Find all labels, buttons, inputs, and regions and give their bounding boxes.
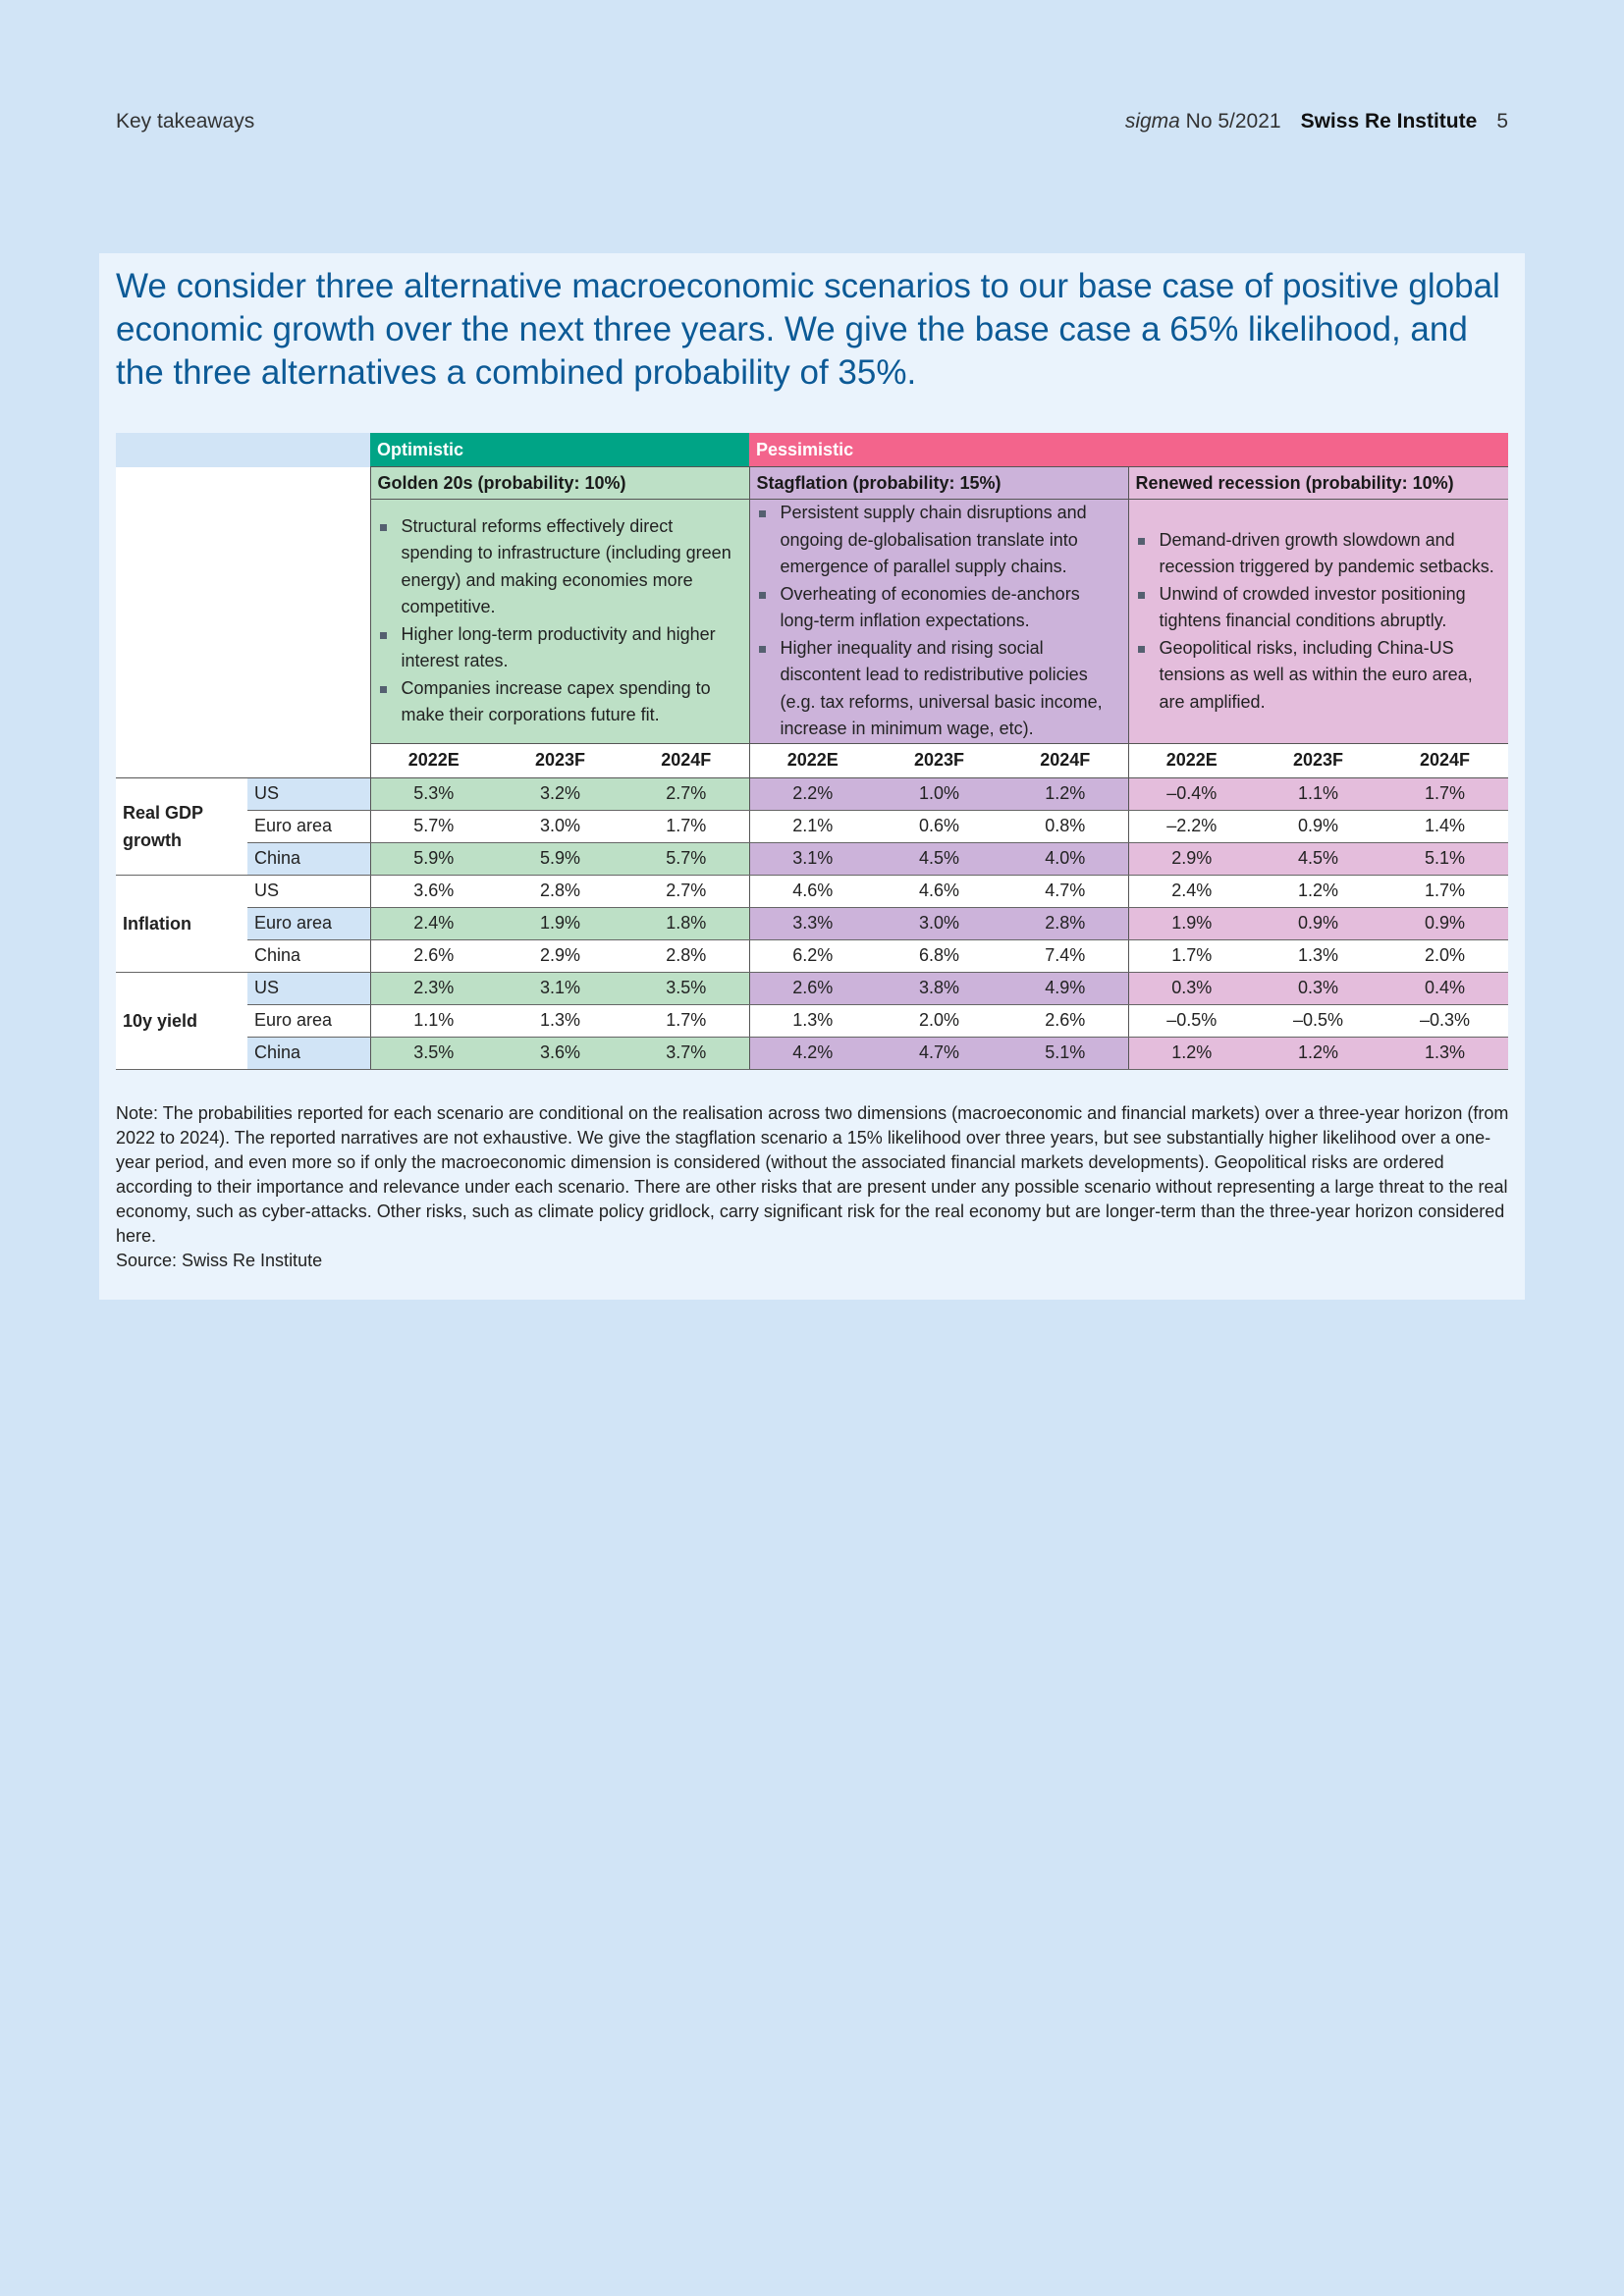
value-cell: 2.8%: [623, 939, 749, 972]
value-cell: 3.0%: [876, 907, 1002, 939]
value-cell: 2.4%: [1128, 875, 1255, 907]
region-label: US: [247, 777, 370, 810]
value-cell: 2.2%: [749, 777, 876, 810]
value-cell: –0.4%: [1128, 777, 1255, 810]
value-cell: 7.4%: [1002, 939, 1128, 972]
region-label: China: [247, 842, 370, 875]
source-text: Source: Swiss Re Institute: [116, 1251, 323, 1270]
value-cell: 4.7%: [1002, 875, 1128, 907]
value-cell: 0.8%: [1002, 810, 1128, 842]
value-cell: 1.7%: [1128, 939, 1255, 972]
value-cell: 2.3%: [370, 972, 497, 1004]
value-cell: 2.8%: [1002, 907, 1128, 939]
year-header: 2024F: [1381, 743, 1508, 777]
value-cell: 1.3%: [497, 1004, 623, 1037]
value-cell: 4.6%: [876, 875, 1002, 907]
region-label: China: [247, 939, 370, 972]
scenario-title-renewed-recession: Renewed recession (probability: 10%): [1128, 467, 1508, 500]
value-cell: 4.6%: [749, 875, 876, 907]
narrative-bullet: Higher long-term productivity and higher interest rates.: [378, 621, 742, 675]
value-cell: 0.9%: [1255, 810, 1381, 842]
narrative-bullet: Demand-driven growth slowdown and recession triggered by pandemic setbacks.: [1136, 527, 1502, 581]
value-cell: 3.5%: [623, 972, 749, 1004]
publication-name: sigma: [1124, 110, 1180, 133]
year-header: 2023F: [497, 743, 623, 777]
value-cell: 1.3%: [749, 1004, 876, 1037]
group-pessimistic: Pessimistic: [749, 433, 1508, 467]
value-cell: 1.7%: [623, 1004, 749, 1037]
table-row: [116, 972, 1508, 1004]
value-cell: –0.3%: [1381, 1004, 1508, 1037]
value-cell: 1.7%: [1381, 875, 1508, 907]
narrative-bullet: Structural reforms effectively direct spending to infrastructure (including green energy) and making economies more competitive.: [378, 513, 742, 621]
value-cell: 1.7%: [1381, 777, 1508, 810]
value-cell: 2.4%: [370, 907, 497, 939]
narrative-bullet: Persistent supply chain disruptions and ongoing de-globalisation translate into emergence of parallel supply chains.: [757, 500, 1121, 581]
value-cell: 2.6%: [749, 972, 876, 1004]
value-cell: 3.2%: [497, 777, 623, 810]
value-cell: 0.9%: [1255, 907, 1381, 939]
value-cell: 1.3%: [1255, 939, 1381, 972]
value-cell: –2.2%: [1128, 810, 1255, 842]
value-cell: 0.4%: [1381, 972, 1508, 1004]
narrative-bullet: Companies increase capex spending to make their corporations future fit.: [378, 675, 742, 729]
value-cell: 3.8%: [876, 972, 1002, 1004]
value-cell: 4.9%: [1002, 972, 1128, 1004]
year-header: 2022E: [1128, 743, 1255, 777]
table-row: [116, 842, 1508, 875]
year-header-blank: [116, 743, 370, 777]
value-cell: 2.6%: [370, 939, 497, 972]
page-number: 5: [1496, 110, 1508, 133]
table-row: [116, 939, 1508, 972]
value-cell: 5.1%: [1002, 1037, 1128, 1069]
year-header: 2023F: [876, 743, 1002, 777]
page-header: [116, 110, 1508, 141]
narrative-stagflation: [749, 500, 1128, 744]
value-cell: 4.2%: [749, 1037, 876, 1069]
group-header-row: [116, 433, 1508, 467]
value-cell: 2.9%: [497, 939, 623, 972]
year-header: 2023F: [1255, 743, 1381, 777]
value-cell: 1.1%: [370, 1004, 497, 1037]
region-label: US: [247, 972, 370, 1004]
table-row: [116, 810, 1508, 842]
brand-name: Swiss Re Institute: [1300, 110, 1478, 133]
value-cell: 1.9%: [497, 907, 623, 939]
value-cell: 5.1%: [1381, 842, 1508, 875]
value-cell: 4.5%: [1255, 842, 1381, 875]
value-cell: 2.1%: [749, 810, 876, 842]
value-cell: 1.2%: [1255, 875, 1381, 907]
scenario-title-stagflation: Stagflation (probability: 15%): [749, 467, 1128, 500]
metric-label: 10y yield: [116, 972, 247, 1069]
publication-issue: No 5/2021: [1179, 110, 1281, 133]
value-cell: 1.8%: [623, 907, 749, 939]
region-label: US: [247, 875, 370, 907]
table-row: [116, 1004, 1508, 1037]
narrative-bullet: Higher inequality and rising social discontent lead to redistributive policies (e.g. tax reforms, universal basic income, increase in minimum wage, etc).: [757, 635, 1121, 743]
scenario-table: [116, 433, 1508, 1070]
metric-label: Inflation: [116, 875, 247, 972]
value-cell: 1.3%: [1381, 1037, 1508, 1069]
table-row: [116, 907, 1508, 939]
value-cell: 3.0%: [497, 810, 623, 842]
table-row: [116, 777, 1508, 810]
narrative-golden-20s: [370, 500, 749, 744]
value-cell: 0.6%: [876, 810, 1002, 842]
value-cell: 2.7%: [623, 875, 749, 907]
scenario-title-golden-20s: Golden 20s (probability: 10%): [370, 467, 749, 500]
value-cell: 1.9%: [1128, 907, 1255, 939]
value-cell: 1.1%: [1255, 777, 1381, 810]
value-cell: 3.6%: [370, 875, 497, 907]
lead-paragraph: We consider three alternative macroeconomic scenarios to our base case of positive global economic growth over the next three years. We give the base case a 65% likelihood, and the three alternatives a combined probability of 35%.: [116, 267, 1500, 392]
year-header-row: [116, 743, 1508, 777]
value-cell: 1.0%: [876, 777, 1002, 810]
value-cell: 4.5%: [876, 842, 1002, 875]
region-label: Euro area: [247, 810, 370, 842]
metric-label: Real GDP growth: [116, 777, 247, 875]
value-cell: 2.7%: [623, 777, 749, 810]
value-cell: 6.8%: [876, 939, 1002, 972]
value-cell: 2.0%: [1381, 939, 1508, 972]
value-cell: 2.6%: [1002, 1004, 1128, 1037]
value-cell: 3.6%: [497, 1037, 623, 1069]
value-cell: 1.2%: [1002, 777, 1128, 810]
value-cell: 5.3%: [370, 777, 497, 810]
value-cell: 4.0%: [1002, 842, 1128, 875]
table-note: [116, 1101, 1510, 1273]
value-cell: 4.7%: [876, 1037, 1002, 1069]
group-blank-cell: [116, 433, 370, 467]
year-header: 2022E: [370, 743, 497, 777]
year-header: 2024F: [623, 743, 749, 777]
narrative-bullet: Unwind of crowded investor positioning tightens financial conditions abruptly.: [1136, 581, 1502, 635]
value-cell: 2.8%: [497, 875, 623, 907]
narrative-bullet: Overheating of economies de-anchors long-term inflation expectations.: [757, 581, 1121, 635]
scenario-panel: [99, 253, 1525, 1300]
value-cell: 0.9%: [1381, 907, 1508, 939]
table-row: [116, 1037, 1508, 1069]
value-cell: 1.2%: [1128, 1037, 1255, 1069]
narrative-renewed-recession: [1128, 500, 1508, 744]
value-cell: 3.5%: [370, 1037, 497, 1069]
region-label: Euro area: [247, 1004, 370, 1037]
region-label: China: [247, 1037, 370, 1069]
value-cell: 0.3%: [1128, 972, 1255, 1004]
year-header: 2024F: [1002, 743, 1128, 777]
value-cell: 1.4%: [1381, 810, 1508, 842]
value-cell: 5.7%: [370, 810, 497, 842]
blank-corner-cell: [116, 467, 370, 744]
year-header: 2022E: [749, 743, 876, 777]
region-label: Euro area: [247, 907, 370, 939]
value-cell: 3.7%: [623, 1037, 749, 1069]
narrative-bullet: Geopolitical risks, including China-US tensions as well as within the euro area, are amplified.: [1136, 635, 1502, 717]
group-optimistic: Optimistic: [370, 433, 749, 467]
note-text: Note: The probabilities reported for each scenario are conditional on the realisation across two dimensions (macroeconomic and financial markets) over a three-year horizon (from 2022 to 2024). The reported narratives are not exhaustive. We give the stagflation scenario a 15% likelihood over three years, but see substantially higher likelihood over a one-year period, and even more so if only the macroeconomic dimension is considered (without the associated financial markets developments). Geopolitical risks are ordered according to their importance and relevance under each scenario. There are other risks that are present under any possible scenario without representing a large threat to the real economy, such as cyber-attacks. Other risks, such as climate policy gridlock, carry significant risk for the real economy but are longer-term than the three-year horizon considered here.: [116, 1103, 1509, 1246]
value-cell: 2.9%: [1128, 842, 1255, 875]
value-cell: 1.7%: [623, 810, 749, 842]
value-cell: 3.1%: [749, 842, 876, 875]
value-cell: 2.0%: [876, 1004, 1002, 1037]
value-cell: 6.2%: [749, 939, 876, 972]
value-cell: 3.3%: [749, 907, 876, 939]
value-cell: 5.9%: [497, 842, 623, 875]
value-cell: –0.5%: [1255, 1004, 1381, 1037]
scenario-title-row: [116, 467, 1508, 500]
value-cell: 3.1%: [497, 972, 623, 1004]
value-cell: 0.3%: [1255, 972, 1381, 1004]
value-cell: –0.5%: [1128, 1004, 1255, 1037]
publication-info: [1125, 110, 1508, 133]
value-cell: 1.2%: [1255, 1037, 1381, 1069]
value-cell: 5.7%: [623, 842, 749, 875]
section-title: Key takeaways: [116, 110, 255, 133]
value-cell: 5.9%: [370, 842, 497, 875]
table-row: [116, 875, 1508, 907]
